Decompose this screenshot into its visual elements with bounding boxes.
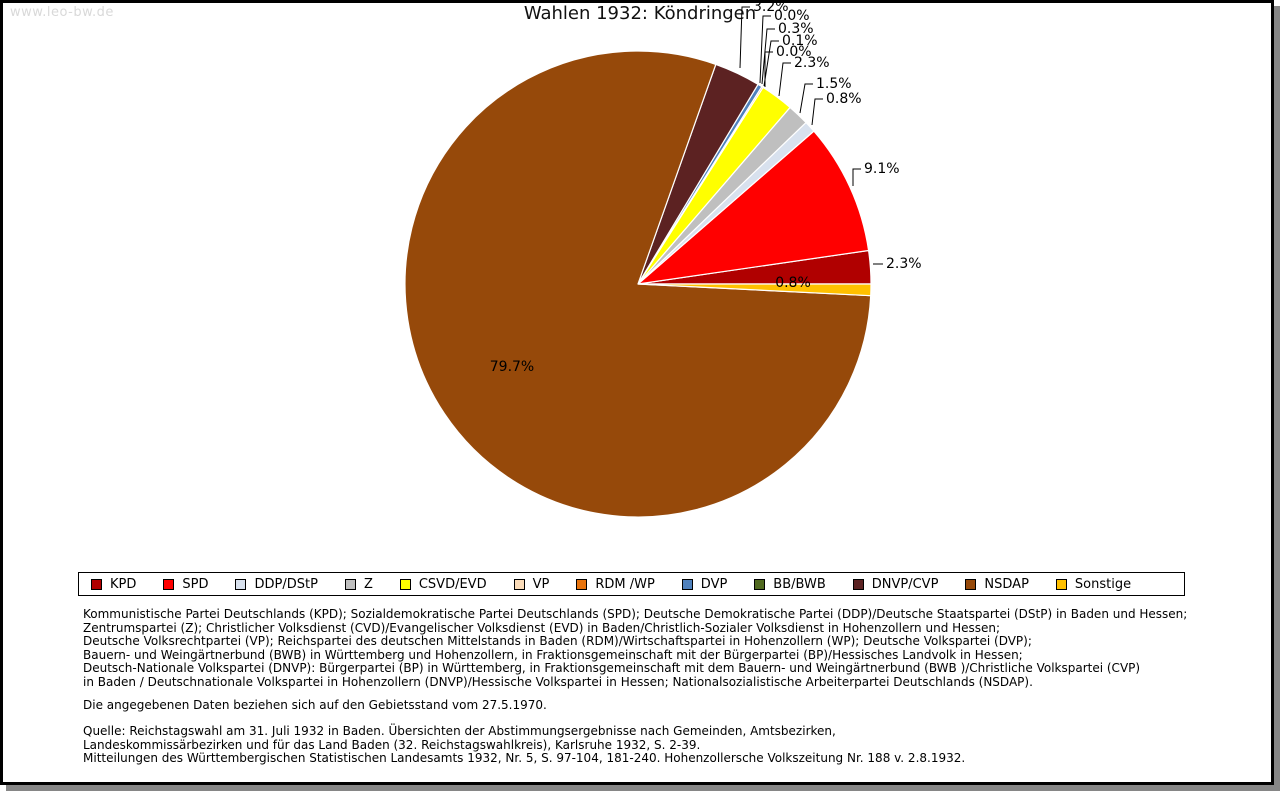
- party-key-line-2: Zentrumspartei (Z); Christlicher Volksdienst (CVD)/Evangelischer Volksdienst (EVD) in Baden/Christlich-Sozialer Volksdienst in Hohenzollern und Hessen;: [83, 620, 1001, 635]
- legend-item-BB-BWB: [754, 577, 825, 592]
- percent-label-Sonstige: 0.8%: [775, 275, 811, 291]
- legend-swatch: [235, 579, 246, 590]
- percent-label-DNVP-CVP: 3.2%: [753, 0, 789, 15]
- legend-label: Sonstige: [1074, 576, 1132, 592]
- legend-swatch: [345, 579, 356, 590]
- source-line-3: Mitteilungen des Württembergischen Statistischen Landesamts 1932, Nr. 5, S. 97-104, 181-240. Hohenzollersche Volkszeitung Nr. 188 v. 2.8.1932.: [83, 751, 966, 765]
- legend-swatch: [1056, 579, 1067, 590]
- legend-item-DDP-DStP: [235, 577, 317, 592]
- percent-label-DVP: 0.3%: [778, 21, 814, 37]
- legend-item-NSDAP: [965, 577, 1029, 592]
- legend-item-RDM-WP: [576, 577, 654, 592]
- leader-line-SPD: [853, 169, 861, 186]
- percent-label-DDP-DStP: 0.8%: [826, 91, 862, 107]
- legend-swatch: [91, 579, 102, 590]
- legend-swatch: [682, 579, 693, 590]
- source-citation: [83, 725, 965, 766]
- legend-item-DNVP-CVP: [853, 577, 939, 592]
- party-key-text: [83, 608, 1187, 689]
- legend-label: DVP: [700, 576, 728, 592]
- percent-label-NSDAP: 79.7%: [489, 359, 535, 375]
- source-line-2: Landeskommissärbezirken und für das Land Baden (32. Reichstagswahlkreis), Karlsruhe 1932, S. 2-39.: [83, 737, 701, 752]
- leader-line-CSVD-EVD: [779, 63, 791, 96]
- frame-shadow-bottom: [6, 785, 1280, 791]
- legend-label: SPD: [182, 576, 209, 592]
- legend-item-SPD: [163, 577, 208, 592]
- party-key-line-1: Kommunistische Partei Deutschlands (KPD); Sozialdemokratische Partei Deutschlands (SPD); Deutsche Demokratische Partei (DDP)/Deutsche Staatspartei (DStP) in Baden und Hessen;: [83, 607, 1188, 621]
- source-line-1: Quelle: Reichstagswahl am 31. Juli 1932 in Baden. Übersichten der Abstimmungsergebnisse nach Gemeinden, Amtsbezirken,: [83, 724, 836, 738]
- legend-item-Z: [345, 577, 373, 592]
- legend-label: Z: [363, 576, 373, 592]
- legend: [78, 572, 1185, 596]
- percent-label-KPD: 2.3%: [886, 256, 922, 272]
- legend-item-Sonstige: [1056, 577, 1131, 592]
- chart-title: Wahlen 1932: Köndringen: [523, 3, 757, 24]
- legend-label: BB/BWB: [773, 576, 826, 592]
- legend-item-DVP: [682, 577, 728, 592]
- legend-swatch: [163, 579, 174, 590]
- leader-line-DDP-DStP: [812, 99, 823, 125]
- party-key-line-6: in Baden / Deutschnationale Volkspartei in Hohenzollern (DNVP)/Hessische Volkspartei in Hessen; Nationalsozialistische Arbeiterpartei Deutschlands (NSDAP).: [83, 674, 1033, 689]
- legend-label: VP: [532, 576, 550, 592]
- legend-label: DNVP/CVP: [871, 576, 939, 592]
- percent-label-CSVD-EVD: 2.3%: [794, 55, 830, 71]
- party-key-line-4: Bauern- und Weingärtnerbund (BWB) in Württemberg und Hohenzollern, in Fraktionsgemeinschaft mit der Bürgerpartei (BP)/Hessisches Landvolk in Hessen;: [83, 647, 1023, 662]
- legend-swatch: [853, 579, 864, 590]
- percent-label-RDM-WP: 0.1%: [782, 33, 818, 49]
- legend-swatch: [754, 579, 765, 590]
- watermark-leo-bw: www.leo-bw.de: [10, 5, 114, 20]
- party-key-line-5: Deutsch-Nationale Volkspartei (DNVP): Bürgerpartei (BP) in Württemberg, in Fraktionsgemeinschaft mit dem Bauern- und Weingärtnerbund (BWB )/Christliche Volkspartei (CVP): [83, 661, 1141, 675]
- legend-label: KPD: [110, 576, 137, 592]
- leader-line-DNVP-CVP: [740, 7, 750, 68]
- legend-label: RDM /WP: [595, 576, 655, 592]
- legend-swatch: [514, 579, 525, 590]
- legend-swatch: [965, 579, 976, 590]
- legend-item-CSVD-EVD: [400, 577, 487, 592]
- legend-item-KPD: [91, 577, 136, 592]
- percent-label-SPD: 9.1%: [864, 161, 900, 177]
- party-key-line-3: Deutsche Volksrechtpartei (VP); Reichspartei des deutschen Mittelstands in Baden (RDM)/Wirtschaftspartei in Hohenzollern (WP); Deutsche Volkspartei (DVP);: [83, 634, 1032, 648]
- percent-label-BB-BWB: 0.0%: [774, 8, 810, 24]
- legend-label: CSVD/EVD: [418, 576, 487, 592]
- legend-item-VP: [514, 577, 550, 592]
- leader-line-Z: [800, 84, 813, 113]
- gebietsstand-note: Die angegebenen Daten beziehen sich auf den Gebietsstand vom 27.5.1970.: [83, 698, 547, 712]
- legend-swatch: [400, 579, 411, 590]
- percent-label-VP: 0.0%: [776, 44, 812, 60]
- legend-label: DDP/DStP: [254, 576, 318, 592]
- percent-label-Z: 1.5%: [816, 76, 852, 92]
- legend-label: NSDAP: [984, 576, 1029, 592]
- legend-swatch: [576, 579, 587, 590]
